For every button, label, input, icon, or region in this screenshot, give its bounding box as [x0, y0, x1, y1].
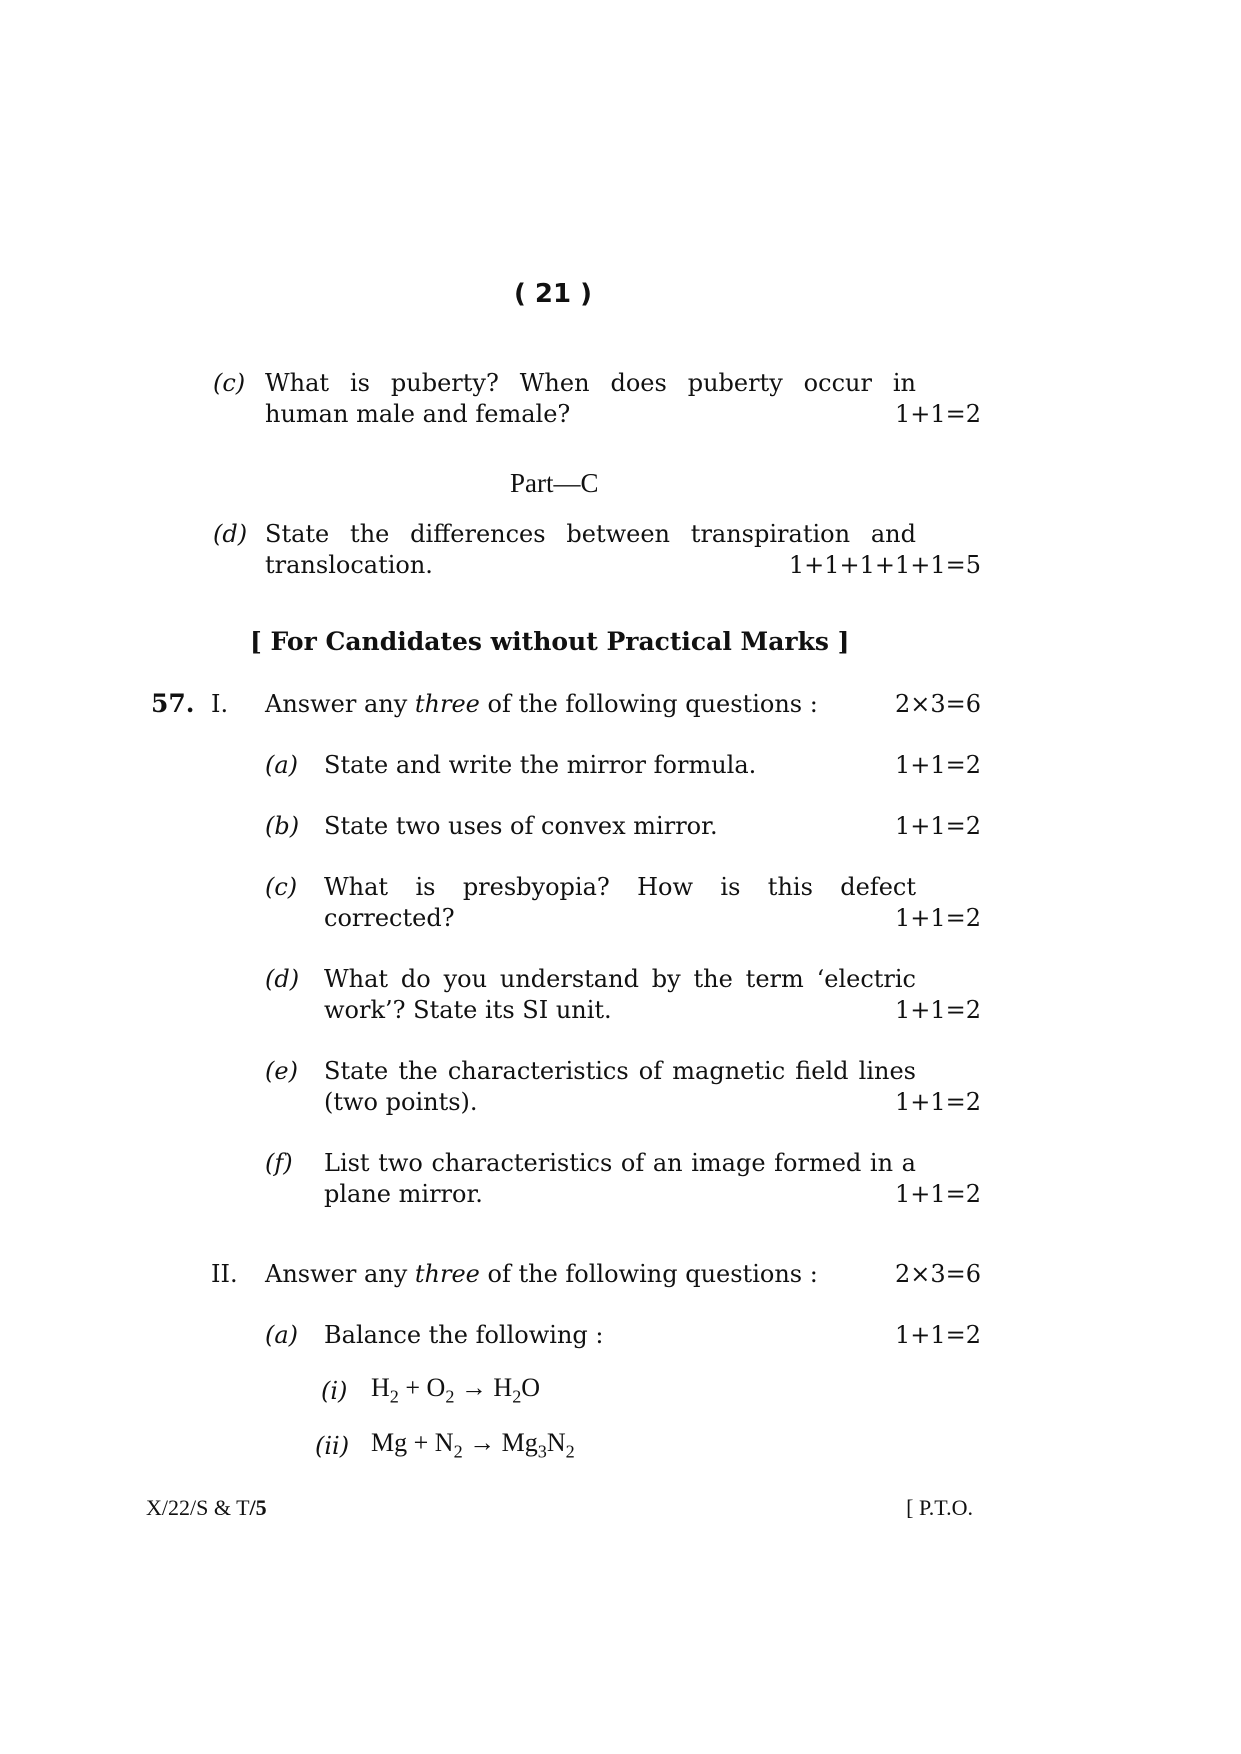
- section-2-instruction: Answer any three of the following questions :: [265, 1260, 818, 1288]
- question-d-line2: translocation.: [265, 551, 433, 579]
- item-marks: 1+1=2: [894, 812, 981, 840]
- item-label: (d): [265, 965, 300, 993]
- item-text-line2: (two points).: [324, 1088, 478, 1116]
- equation-label-ii: (ii): [315, 1432, 350, 1460]
- question-c-line2: human male and female?: [265, 400, 571, 428]
- item-text-line1: State two uses of convex mirror.: [324, 812, 718, 840]
- item-marks: 1+1=2: [894, 1180, 981, 1208]
- section-1-instruction: Answer any three of the following questions :: [265, 690, 818, 718]
- item-text-line1: State the characteristics of magnetic field lines: [324, 1057, 916, 1085]
- item-text-line2: work’? State its SI unit.: [324, 996, 612, 1024]
- section-2-marks: 2×3=6: [894, 1260, 981, 1288]
- item-marks: 1+1=2: [894, 1321, 981, 1349]
- question-d-marks: 1+1+1+1+1=5: [788, 551, 981, 579]
- page-number: ( 21 ): [514, 279, 593, 309]
- item-marks: 1+1=2: [894, 1088, 981, 1116]
- item-text-line2: corrected?: [324, 904, 455, 932]
- chemical-equation-2: $Mg + N_2 \to Mg_3N_2$: [371, 1428, 575, 1462]
- candidates-heading: [ For Candidates without Practical Marks ]: [250, 627, 850, 656]
- chemical-equation-1: $H_2 + O_2 \to H_2O$: [371, 1373, 541, 1407]
- question-label-d: (d): [213, 520, 248, 548]
- equation-label-i: (i): [321, 1377, 348, 1405]
- question-c-line1: What is puberty? When does puberty occur in: [265, 369, 916, 397]
- item-text-line1: What do you understand by the term ‘electric: [324, 965, 916, 993]
- section-roman-1: I.: [211, 690, 229, 718]
- section-1-marks: 2×3=6: [894, 690, 981, 718]
- footer-code: X/22/S & T/5: [146, 1495, 267, 1520]
- item-text-line1: Balance the following :: [324, 1321, 604, 1349]
- item-label: (b): [265, 812, 300, 840]
- item-text-line1: List two characteristics of an image formed in a: [324, 1149, 916, 1177]
- footer-pto: [ P.T.O.: [906, 1495, 973, 1520]
- item-text-line1: State and write the mirror formula.: [324, 751, 757, 779]
- part-heading: Part—C: [510, 468, 599, 498]
- question-c-marks: 1+1=2: [894, 400, 981, 428]
- question-number: 57.: [151, 689, 195, 718]
- item-label: (f): [265, 1149, 293, 1177]
- question-d-line1: State the differences between transpiration and: [265, 520, 916, 548]
- item-text-line2: plane mirror.: [324, 1180, 483, 1208]
- item-text-line1: What is presbyopia? How is this defect: [324, 873, 916, 901]
- item-marks: 1+1=2: [894, 904, 981, 932]
- item-marks: 1+1=2: [894, 996, 981, 1024]
- question-label-c: (c): [213, 369, 246, 397]
- item-label: (c): [265, 873, 298, 901]
- section-roman-2: II.: [211, 1260, 238, 1288]
- item-label: (a): [265, 751, 299, 779]
- item-label: (a): [265, 1321, 299, 1349]
- item-label: (e): [265, 1057, 298, 1085]
- item-marks: 1+1=2: [894, 751, 981, 779]
